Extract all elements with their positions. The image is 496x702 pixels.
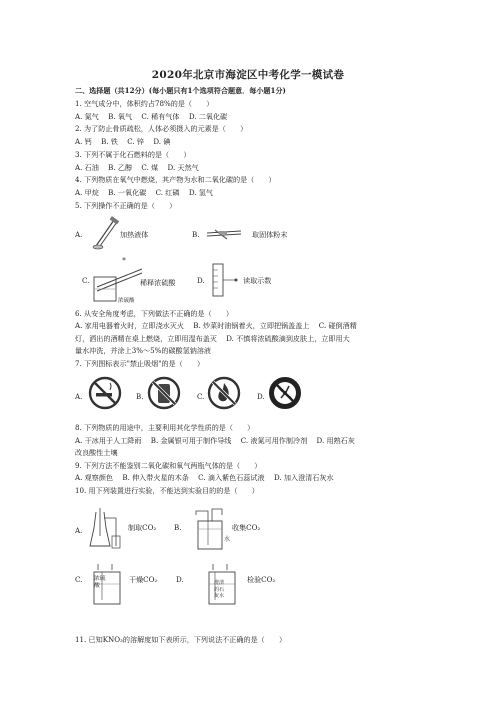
question-3: 3. 下列不属于化石燃料的是（ ） (75, 150, 191, 159)
question-4: 4. 下列物质在氧气中燃烧，其产物为水和二氧化碳的是（ ） (75, 175, 276, 184)
q10-option-d-label: 澄清的石灰水 (214, 580, 225, 599)
co2-generator-figure (86, 506, 122, 550)
q5-option-c-label: 浓硫酸 (118, 298, 135, 304)
heating-liquid-figure (90, 216, 122, 250)
q10-option-b-text: 收集CO₂ (232, 523, 261, 532)
q5-option-d-letter: D. (197, 276, 205, 285)
question-3-options: A. 石油 B. 乙醇 C. 煤 D. 天然气 (75, 163, 199, 172)
question-11: 11. 已知KNO₃的溶解度如下表所示，下列说法不正确的是（ ） (75, 635, 287, 644)
question-6: 6. 从安全角度考虑，下列做法不正确的是（ ） (75, 309, 233, 318)
question-8-line-2: 改良酸性土壤 (75, 448, 118, 457)
question-6-line-3: 量水冲洗，并涂上3%～5%的碳酸氢钠溶液 (75, 346, 212, 355)
q10-option-b-letter: B. (174, 523, 182, 532)
question-6-line-2: 灯，洒出的酒精在桌上燃烧，立即用湿布盖灭 D. 不慎将浓硫酸滴到皮肤上，立即用大 (75, 334, 350, 343)
svg-text:*: * (122, 256, 126, 265)
q5-option-c-letter: C. (82, 276, 90, 285)
q10-option-c-text: 干燥CO₂ (129, 575, 158, 584)
q10-option-d-text: 检验CO₂ (247, 575, 276, 584)
q10-option-a-text: 制取CO₂ (128, 523, 157, 532)
question-2: 2. 为了防止骨质疏松，人体必须摄入的元素是（ ） (75, 124, 248, 133)
q5-option-d-text: 读取示数 (243, 276, 272, 285)
q5-option-a-letter: A. (75, 230, 83, 239)
q10-option-d-letter: D. (176, 575, 184, 584)
powder-tube-figure (205, 225, 245, 241)
q10-option-c-letter: C. (75, 575, 83, 584)
q5-option-c-text: 稀释浓硫酸 (140, 278, 176, 287)
q5-option-a-text: 加热液体 (120, 230, 149, 239)
question-10: 10. 用下列装置进行实验，不能达到实验目的的是（ ） (75, 486, 259, 495)
question-1-options: A. 氮气 B. 氧气 C. 稀有气体 D. 二氧化碳 (75, 112, 228, 121)
q10-option-b-label: 水 (224, 536, 231, 543)
q5-option-b-text: 取固体粉末 (252, 230, 288, 239)
q5-option-b-letter: B. (192, 230, 200, 239)
no-dumping-sign-icon (147, 376, 181, 410)
q7-option-a-letter: A. (75, 392, 83, 401)
q7-option-b-letter: B. (136, 392, 144, 401)
collect-co2-bottle-figure (192, 507, 230, 551)
question-5: 5. 下列操作不正确的是（ ） (75, 201, 177, 210)
question-8: 8. 下列物质的用途中，主要利用其化学性质的是（ ） (75, 423, 255, 432)
no-fire-sign-icon (207, 376, 241, 410)
question-9-options: A. 观察颜色 B. 伸入带火星的木条 C. 滴入紫色石蕊试液 D. 加入澄清石灰水 (75, 473, 334, 482)
question-9: 9. 下列方法不能鉴别二氧化碳和氧气两瓶气体的是（ ） (75, 461, 262, 470)
section-heading: 二、选择题（共12分）(每小题只有1个选项符合题意．每小题1分) (75, 86, 286, 95)
page-title: 2020年北京市海淀区中考化学一模试卷 (151, 69, 345, 81)
question-1: 1. 空气成分中，体积约占78%的是（ ） (75, 99, 214, 108)
cylinder-figure (209, 262, 239, 298)
question-6-line-1: A. 家用电器着火时，立即浇水灭火 B. 炒菜时油锅着火，立即把锅盖盖上 C. 碰倒酒精 (75, 321, 357, 330)
q10-option-c-label: 浓硫酸 (94, 576, 106, 589)
q7-option-c-letter: C. (197, 392, 205, 401)
question-2-options: A. 钙 B. 铁 C. 锌 D. 碘 (75, 137, 171, 146)
question-4-options: A. 甲烷 B. 一氧化碳 C. 红磷 D. 氢气 (75, 188, 213, 197)
no-smoking-sign-icon (88, 376, 122, 410)
q10-option-a-letter: A. (75, 526, 83, 535)
no-fireworks-sign-icon (268, 376, 302, 410)
q7-option-d-letter: D. (257, 392, 265, 401)
question-8-line-1: A. 干冰用于人工降雨 B. 金属银可用于制作导线 C. 液氮可用作制冷剂 D. 用熟石灰 (75, 436, 355, 445)
question-7: 7. 下列图标表示"禁止吸烟"的是（ ） (75, 359, 205, 368)
